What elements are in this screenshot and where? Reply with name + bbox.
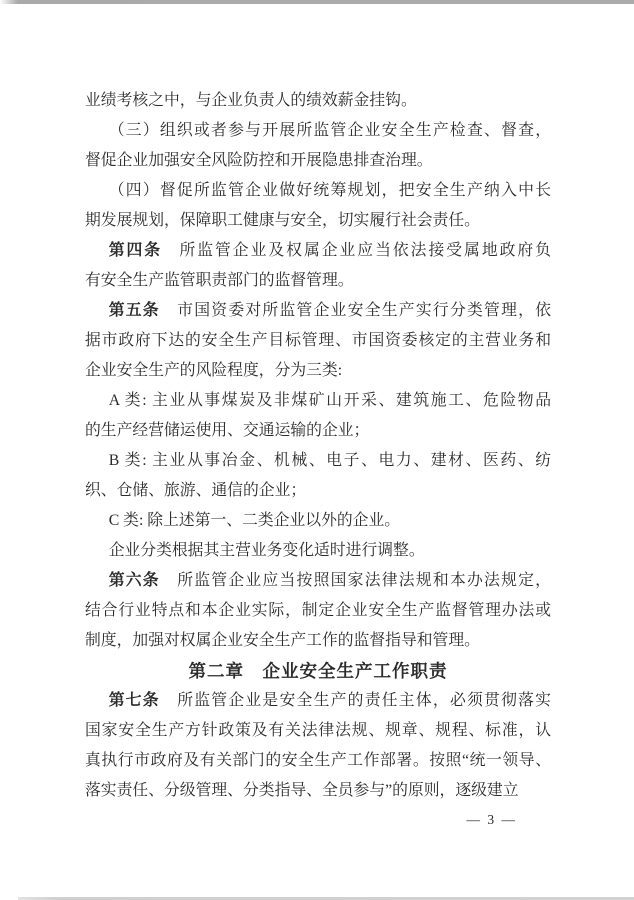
chapter-heading: 第二章 企业安全生产工作职责	[188, 661, 448, 681]
article-number: 第六条	[108, 572, 160, 589]
text-line-content: 市国资委对所监管企业安全生产实行分类管理，依	[177, 302, 551, 319]
article-number: 第五条	[108, 302, 160, 319]
text-line: 的生产经营储运使用、交通运输的企业；	[85, 422, 370, 439]
text-line: 真执行市政府及有关部门的安全生产工作部署。按照“统一领导、	[85, 752, 551, 769]
article-number: 第七条	[108, 692, 160, 709]
text-line-content: 所监管企业及权属企业应当依法接受属地政府负	[179, 242, 551, 259]
text-line: 有安全生产监管职责部门的监督管理。	[85, 272, 354, 289]
text-line: （三）组织或者参与开展所监管企业安全生产检查、督查，	[108, 122, 551, 139]
scan-edge-top	[0, 0, 634, 4]
text-line-content: 所监管企业是安全生产的责任主体，必须贯彻落实	[177, 692, 551, 709]
document-body	[85, 86, 551, 806]
text-line	[85, 566, 551, 596]
article-number: 第四条	[108, 242, 163, 259]
text-line: 业绩考核之中，与企业负责人的绩效薪金挂钩。	[85, 92, 417, 109]
text-line: 制度，加强对权属企业安全生产工作的监督指导和管理。	[85, 632, 480, 649]
text-line	[85, 296, 551, 326]
text-line: 期发展规划，保障职工健康与安全，切实履行社会责任。	[85, 212, 480, 229]
text-line: 企业安全生产的风险程度，分为三类:	[85, 362, 343, 379]
text-line: 落实责任、分级管理、分类指导、全员参与”的原则，逐级建立	[85, 782, 519, 799]
text-line: 结合行业特点和本企业实际，制定企业安全生产监督管理办法或	[85, 602, 551, 619]
text-line: （四）督促所监管企业做好统筹规划，把安全生产纳入中长	[108, 182, 551, 199]
text-line: 企业分类根据其主营业务变化适时进行调整。	[108, 542, 425, 559]
text-line	[85, 686, 551, 716]
text-line-content: 所监管企业应当按照国家法律法规和本办法规定，	[177, 572, 551, 589]
text-line: 织、仓储、旅游、通信的企业；	[85, 482, 307, 499]
text-line: C 类: 除上述第一、二类企业以外的企业。	[108, 512, 401, 529]
page-number: — 3 —	[466, 812, 517, 827]
text-line	[85, 236, 551, 266]
text-line: 督促企业加强安全风险防控和开展隐患排查治理。	[85, 152, 433, 169]
text-line: B 类: 主业从事冶金、机械、电子、电力、建材、医药、纺	[108, 452, 551, 469]
text-line: 据市政府下达的安全生产目标管理、市国资委核定的主营业务和	[85, 332, 551, 349]
text-line: A 类: 主业从事煤炭及非煤矿山开采、建筑施工、危险物品	[108, 392, 551, 409]
text-line: 国家安全生产方针政策及有关法律法规、规章、规程、标准，认	[85, 722, 551, 739]
